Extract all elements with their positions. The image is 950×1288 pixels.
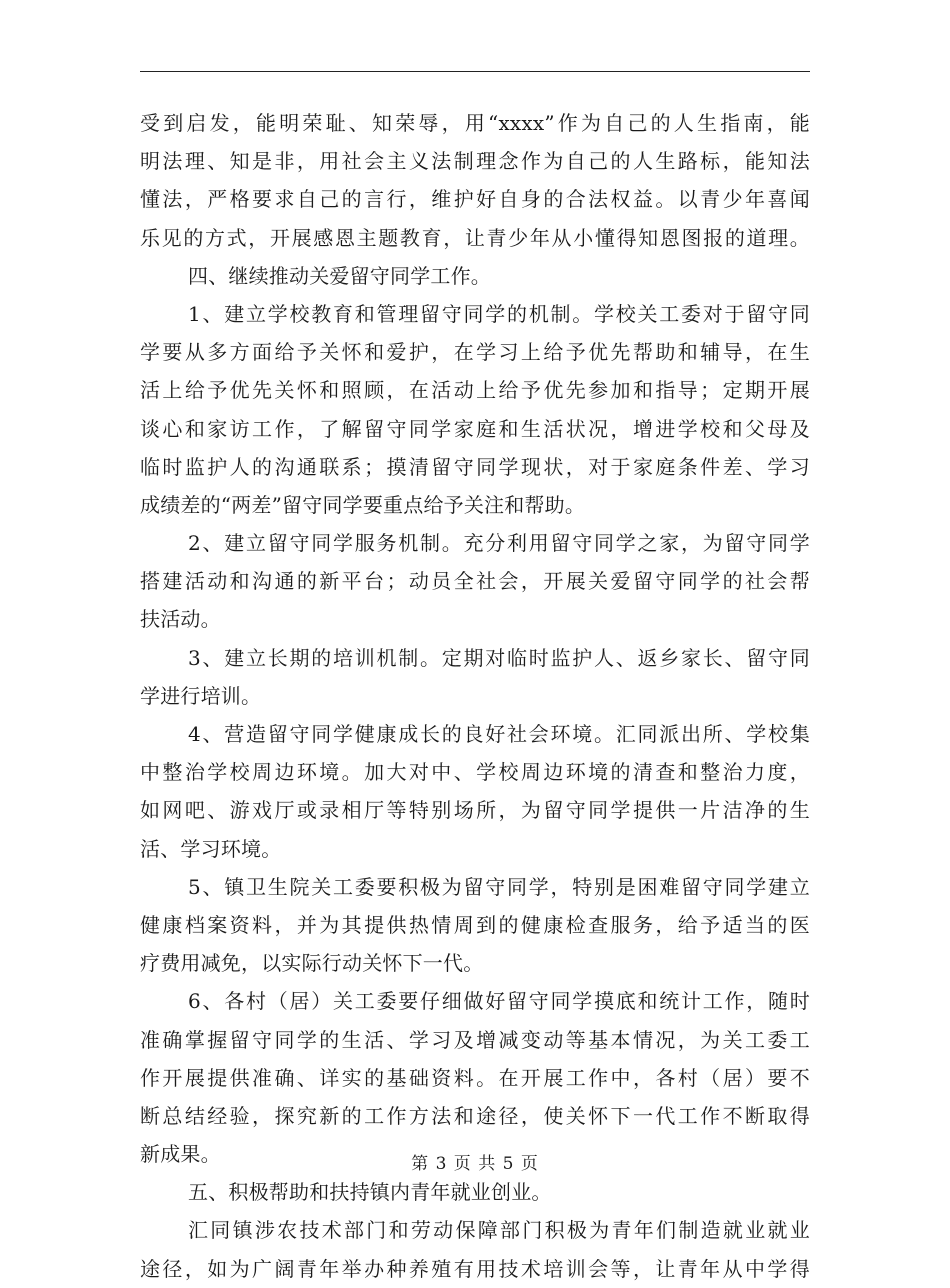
section-heading: 四、继续推动关爱留守同学工作。 (188, 263, 491, 288)
text-line: 健康档案资料，并为其提供热情周到的健康检查服务，给予适当的医 (140, 912, 810, 937)
text-line: 疗费用减免，以实际行动关怀下一代。 (140, 951, 484, 976)
section-heading: 五、积极帮助和扶持镇内青年就业创业。 (188, 1180, 552, 1205)
text-line: 作开展提供准确、详实的基础资料。在开展工作中，各村（居）要不 (140, 1065, 810, 1090)
text-line: 5、镇卫生院关工委要积极为留守同学，特别是困难留守同学建立 (188, 874, 810, 899)
text-line: 准确掌握留守同学的生活、学习及增减变动等基本情况，为关工委工 (140, 1027, 810, 1052)
text-line: 如网吧、游戏厅或录相厅等特别场所，为留守同学提供一片洁净的生 (140, 798, 810, 823)
text-line: 成绩差的“两差”留守同学要重点给予关注和帮助。 (140, 492, 586, 517)
text-line: 断总结经验，探究新的工作方法和途径，使关怀下一代工作不断取得 (140, 1103, 810, 1128)
text-line: 3、建立长期的培训机制。定期对临时监护人、返乡家长、留守同 (188, 645, 810, 670)
text-line: 搭建活动和沟通的新平台；动员全社会，开展关爱留守同学的社会帮 (140, 569, 810, 594)
text-line: 中整治学校周边环境。加大对中、学校周边环境的清查和整治力度， (140, 760, 810, 785)
text-line: 汇同镇涉农技术部门和劳动保障部门积极为青年们制造就业就业 (188, 1218, 810, 1243)
page-number-footer: 第 3 页 共 5 页 (411, 1154, 539, 1174)
text-line: 活、学习环境。 (140, 836, 282, 861)
text-line: 乐见的方式，开展感恩主题教育，让青少年从小懂得知恩图报的道理。 (140, 225, 810, 250)
text-line: 6、各村（居）关工委要仔细做好留守同学摸底和统计工作，随时 (188, 989, 810, 1014)
text-line: 学进行培训。 (140, 683, 262, 708)
text-line: 活上给予优先关怀和照顾，在活动上给予优先参加和指导；定期开展 (140, 378, 810, 403)
text-line: 途径，如为广阔青年举办种养殖有用技术培训会等，让青年从中学得 (140, 1256, 810, 1281)
text-line: 受到启发，能明荣耻、知荣辱，用“xxxx”作为自己的人生指南，能 (140, 111, 810, 135)
text-line: 学要从多方面给予关怀和爱护，在学习上给予优先帮助和辅导，在生 (140, 340, 810, 365)
text-line: 谈心和家访工作，了解留守同学家庭和生活状况，增进学校和父母及 (140, 416, 810, 441)
text-line: 临时监护人的沟通联系；摸清留守同学现状，对于家庭条件差、学习 (140, 454, 810, 479)
header-rule (140, 71, 810, 72)
text-line: 4、营造留守同学健康成长的良好社会环境。汇同派出所、学校集 (188, 722, 810, 746)
text-line: 懂法，严格要求自己的言行，维护好自身的合法权益。以青少年喜闻 (140, 187, 810, 212)
text-line: 明法理、知是非，用社会主义法制理念作为自己的人生路标，能知法 (140, 149, 810, 174)
text-line: 2、建立留守同学服务机制。充分利用留守同学之家，为留守同学 (188, 531, 810, 556)
text-line: 1、建立学校教育和管理留守同学的机制。学校关工委对于留守同 (188, 301, 810, 326)
text-line: 新成果。 (140, 1142, 221, 1167)
body-text (140, 104, 810, 1288)
text-line: 扶活动。 (140, 607, 221, 632)
